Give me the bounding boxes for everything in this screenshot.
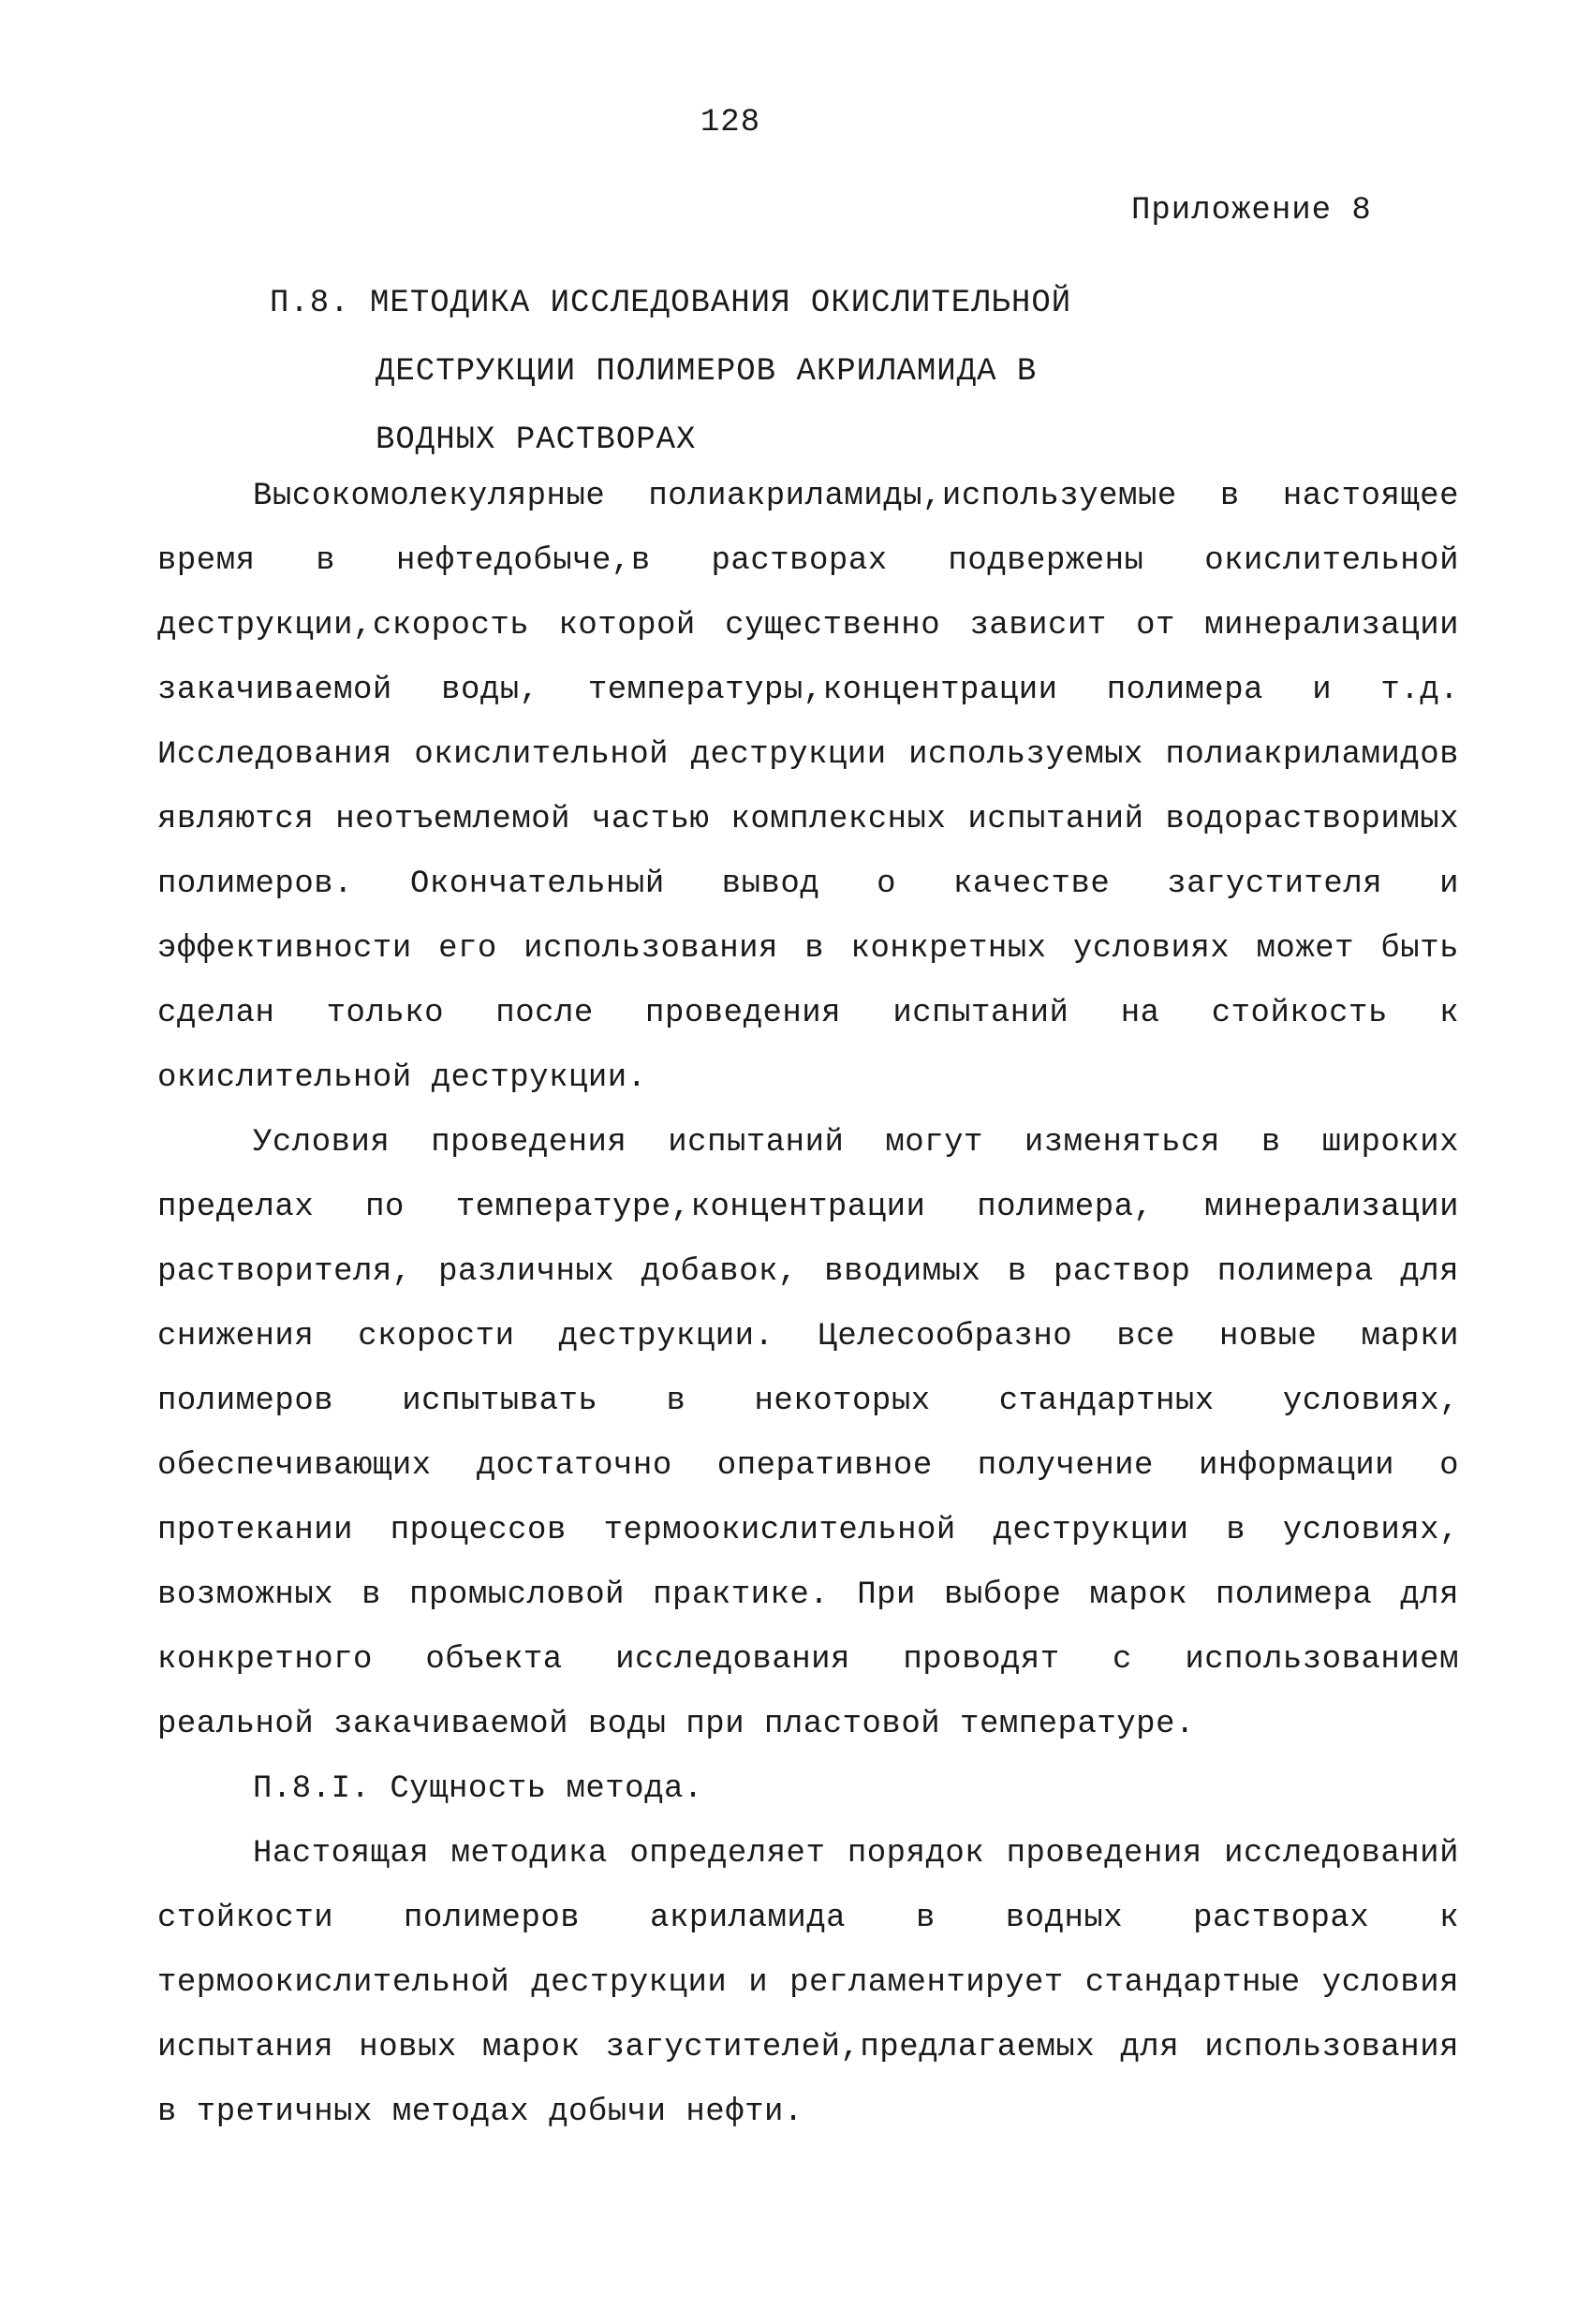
subsection-heading: П.8.I. Сущность метода. — [253, 1771, 703, 1807]
body-text — [157, 465, 1459, 2145]
section-title — [270, 270, 1071, 475]
appendix-label: Приложение 8 — [1131, 193, 1372, 229]
paragraph-test-conditions: Условия проведения испытаний могут изменяться в широких пределах по температуре,концентрации полимера, минерализации растворителя, различных добавок, вводимых в раствор полимера для снижения скорости деструкции. Целесообразно все новые марки полимеров испытывать в некоторых стандартных условиях, обеспечивающих достаточно оперативное получение информации о протекании процессов термоокислительной деструкции в условиях, возможных в промысловой практике. При выборе марок полимера для конкретного объекта исследования проводят с использованием реальной закачиваемой воды при пластовой температуре. — [157, 1125, 1459, 1742]
paragraph-method-essence: Настоящая методика определяет порядок проведения исследований стойкости полимеров акриламида в водных растворах к термоокислительной деструкции и регламентирует стандартные условия испытания новых марок загустителей,предлагаемых для использования в третичных методах добычи нефти. — [157, 1836, 1459, 2130]
section-title-line-3: ВОДНЫХ РАСТВОРАХ — [376, 422, 697, 458]
section-title-line-1: П.8. МЕТОДИКА ИССЛЕДОВАНИЯ ОКИСЛИТЕЛЬНОЙ — [270, 286, 1072, 321]
paragraph-intro: Высокомолекулярные полиакриламиды,используемые в настоящее время в нефтедобыче,в растворах подвержены окислительной деструкции,скорость которой существенно зависит от минерализации закачиваемой воды, температуры,концентрации полимера и т.д. Исследования окислительной деструкции используемых полиакриламидов являются неотъемлемой частью комплексных испытаний водорастворимых полимеров. Окончательный вывод о качестве загустителя и эффективности его использования в конкретных условиях может быть сделан только после проведения испытаний на стойкость к окислительной деструкции. — [157, 479, 1459, 1096]
section-title-line-2: ДЕСТРУКЦИИ ПОЛИМЕРОВ АКРИЛАМИДА В — [376, 354, 1038, 390]
page-number: 128 — [700, 105, 761, 141]
